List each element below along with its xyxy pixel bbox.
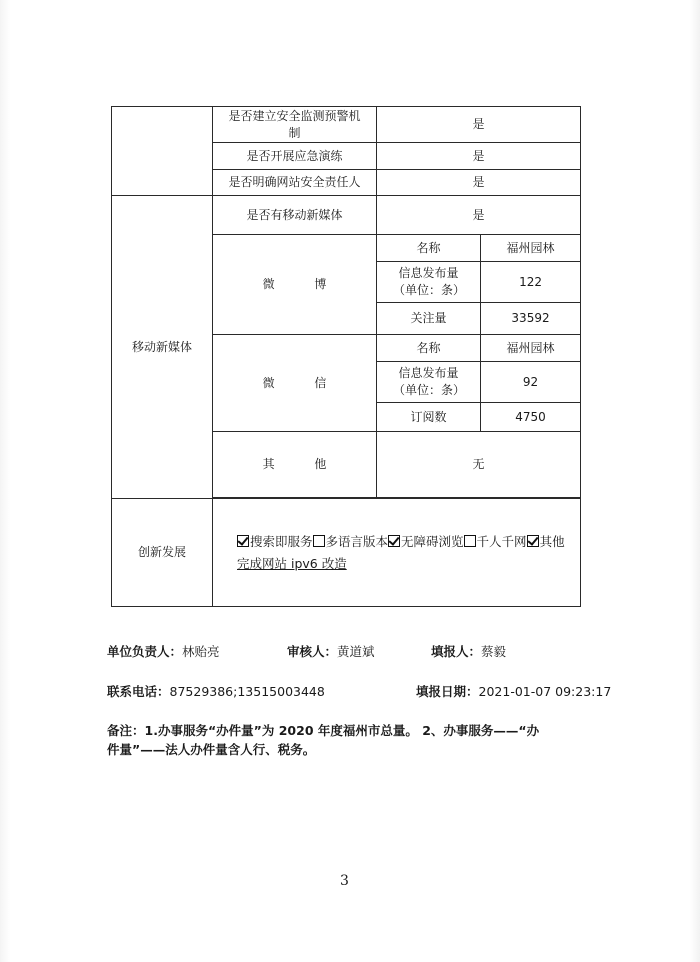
weibo-name-label: 名称 [377,235,481,262]
checkbox-personalized[interactable] [464,535,476,547]
phone-label: 联系电话： [107,684,170,699]
notes-line-1: 备注：1.办事服务“办件量”为 2020 年度福州市总量。 2、办事服务——“办 [107,723,540,738]
option-personalized: 千人千网 [476,533,527,549]
table-row [112,499,581,607]
wechat-posts-label: 信息发布量（单位：条） [377,362,481,403]
innovation-other-text: 完成网站 ipv6 改造 [237,555,347,571]
filler-value: 蔡毅 [481,644,507,659]
has-mobile-value: 是 [377,196,581,235]
signature-line [107,642,220,660]
option-search-service: 搜索即服务 [250,533,313,549]
wechat-subs-value: 4750 [481,403,581,432]
table-row [112,196,581,235]
table-row [112,107,581,143]
head-label: 单位负责人： [107,644,183,659]
reviewer-label: 审核人： [287,644,338,659]
mobile-section-label: 移动新媒体 [112,196,213,499]
reviewer-value: 黄道斌 [337,644,375,659]
phone-value: 87529386;13515003448 [169,684,325,699]
innovation-options [213,499,581,607]
date-line [416,682,611,700]
weibo-followers-value: 33592 [481,303,581,335]
has-mobile-label: 是否有移动新媒体 [213,196,377,235]
checkbox-multilingual[interactable] [313,535,325,547]
notes-line-2: 件量”——法人办件量含人行、税务。 [107,742,316,757]
head-value: 林贻亮 [182,644,220,659]
weibo-followers-label: 关注量 [377,303,481,335]
filler-label: 填报人： [431,644,482,659]
wechat-label: 微 信 [213,335,377,432]
security-monitoring-value: 是 [377,107,581,143]
emergency-drill-value: 是 [377,143,581,170]
wechat-subs-label: 订阅数 [377,403,481,432]
weibo-posts-label: 信息发布量（单位：条） [377,262,481,303]
checkbox-accessibility[interactable] [388,535,400,547]
reviewer-line [287,642,375,660]
emergency-drill-label: 是否开展应急演练 [213,143,377,170]
security-monitoring-label: 是否建立安全监测预警机制 [213,107,377,143]
date-value: 2021-01-07 09:23:17 [478,684,612,699]
other-media-value: 无 [377,432,581,498]
date-label: 填报日期： [416,684,479,699]
innovation-label: 创新发展 [112,499,213,607]
weibo-name-value: 福州园林 [481,235,581,262]
security-officer-value: 是 [377,170,581,196]
security-section-cell [112,107,213,196]
weibo-posts-value: 122 [481,262,581,303]
checkbox-other[interactable] [527,535,539,547]
phone-line [107,682,325,700]
notes [107,721,587,759]
report-table [111,106,581,607]
wechat-name-value: 福州园林 [481,335,581,362]
option-multilingual: 多语言版本 [325,533,389,549]
wechat-name-label: 名称 [377,335,481,362]
other-media-label: 其 他 [213,432,377,498]
page-number: 3 [340,873,349,889]
checkbox-search-service[interactable] [237,535,249,547]
filler-line [431,642,506,660]
weibo-label: 微 博 [213,235,377,335]
option-accessibility: 无障碍浏览 [401,533,464,549]
security-officer-label: 是否明确网站安全责任人 [213,170,377,196]
wechat-posts-value: 92 [481,362,581,403]
option-other: 其他 [539,533,565,549]
